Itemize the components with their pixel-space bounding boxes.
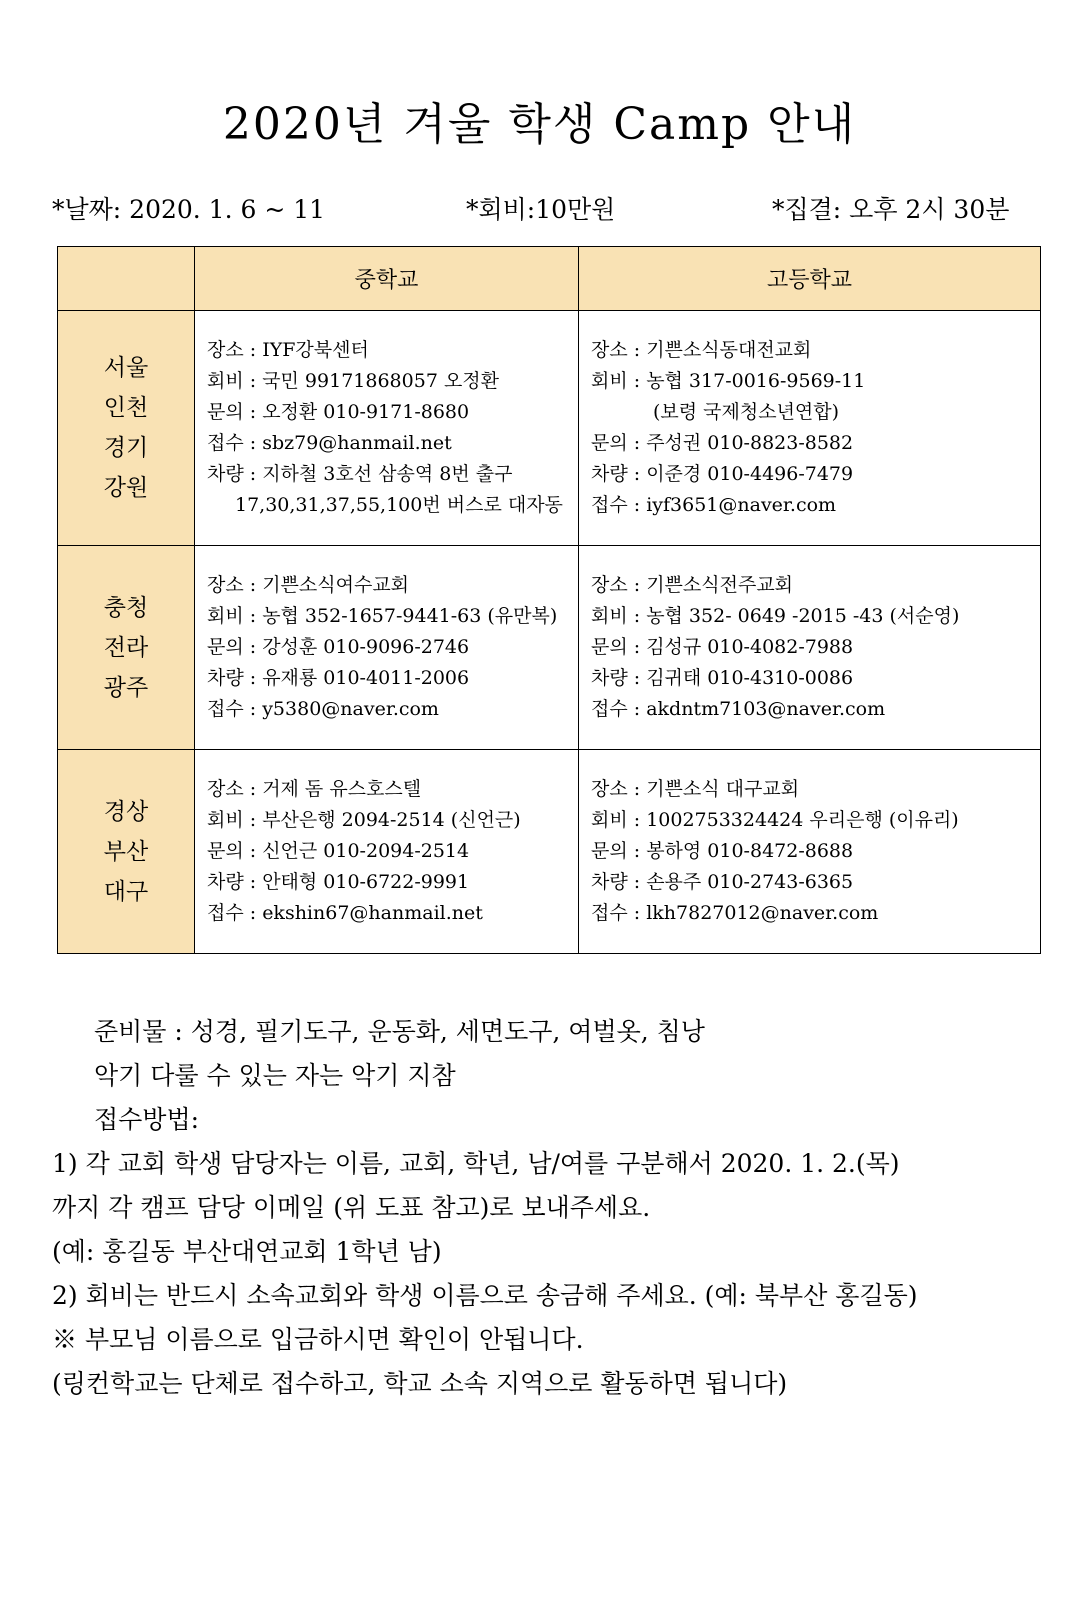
fee-line: 회비 : 농협 352-1657-9441-63 (유만복): [207, 605, 558, 627]
fee-line: 회비 : 농협 317-0016-9569-11: [591, 370, 866, 392]
camp-gather-time: *집결: 오후 2시 30분: [772, 195, 1010, 224]
region-name: 경기: [103, 435, 149, 461]
venue-line: 장소 : 거제 돔 유스호스텔: [207, 778, 422, 800]
email-line: 접수 : iyf3651@naver.com: [591, 494, 837, 516]
venue-line: 장소 : 기쁜소식전주교회: [591, 574, 794, 596]
page-title: 2020년 겨울 학생 Camp 안내: [222, 99, 857, 150]
camp-info-table: [57, 246, 1041, 954]
note-line: 1) 각 교회 학생 담당자는 이름, 교회, 학년, 남/여를 구분해서 2020. 1. 2.(목): [52, 1149, 900, 1178]
region-name: 충청: [103, 594, 149, 621]
note-line: 까지 각 캠프 담당 이메일 (위 도표 참고)로 보내주세요.: [52, 1193, 651, 1222]
venue-line: 장소 : 기쁜소식여수교회: [207, 574, 410, 596]
transport-line-cont: 17,30,31,37,55,100번 버스로 대자동: [235, 494, 563, 516]
region-name: 대구: [103, 878, 149, 905]
header-middle-school: 중학교: [195, 247, 579, 311]
region-name: 인천: [103, 395, 149, 421]
region-name: 부산: [103, 838, 149, 865]
camp-date: *날짜: 2020. 1. 6 ~ 11: [52, 195, 326, 224]
contact-line: 문의 : 신언근 010-2094-2514: [207, 840, 470, 862]
region-cell: [58, 750, 195, 954]
fee-line: 회비 : 1002753324424 우리은행 (이유리): [591, 809, 959, 831]
transport-line: 차량 : 지하철 3호선 삼송역 8번 출구: [207, 463, 513, 485]
note-line: (예: 홍길동 부산대연교회 1학년 남): [52, 1237, 442, 1266]
table-row: [58, 546, 1041, 750]
contact-line: 문의 : 오정환 010-9171-8680: [207, 401, 470, 423]
header-high-school: 고등학교: [579, 247, 1041, 311]
contact-line: 문의 : 봉하영 010-8472-8688: [591, 840, 854, 862]
notes-section: [52, 1010, 1047, 1406]
fee-line-cont: (보령 국제청소년연합): [653, 401, 840, 423]
middle-school-cell: [195, 750, 579, 954]
venue-line: 장소 : 기쁜소식 대구교회: [591, 778, 800, 800]
header-empty: [58, 247, 195, 311]
email-line: 접수 : akdntm7103@naver.com: [591, 698, 886, 720]
table-row: [58, 311, 1041, 546]
region-cell: [58, 311, 195, 546]
high-school-cell: [579, 750, 1041, 954]
high-school-cell: [579, 546, 1041, 750]
email-line: 접수 : lkh7827012@naver.com: [591, 902, 879, 924]
region-name: 서울: [103, 355, 149, 381]
email-line: 접수 : sbz79@hanmail.net: [207, 432, 452, 454]
transport-line: 차량 : 이준경 010-4496-7479: [591, 463, 854, 485]
region-name: 강원: [103, 475, 149, 501]
table-header-row: [58, 247, 1041, 311]
transport-line: 차량 : 손용주 010-2743-6365: [591, 871, 854, 893]
high-school-cell: [579, 311, 1041, 546]
venue-line: 장소 : 기쁜소식동대전교회: [591, 339, 812, 361]
region-name: 전라: [103, 634, 149, 661]
middle-school-cell: [195, 311, 579, 546]
camp-fee: *회비:10만원: [466, 195, 616, 224]
transport-line: 차량 : 안태형 010-6722-9991: [207, 871, 470, 893]
transport-line: 차량 : 김귀태 010-4310-0086: [591, 667, 854, 689]
table-row: [58, 750, 1041, 954]
transport-line: 차량 : 유재룡 010-4011-2006: [207, 667, 470, 689]
note-line: 준비물 : 성경, 필기도구, 운동화, 세면도구, 여벌옷, 침낭: [94, 1017, 705, 1046]
note-line: 2) 회비는 반드시 소속교회와 학생 이름으로 송금해 주세요. (예: 북부산 홍길동): [52, 1281, 918, 1310]
note-line: (링컨학교는 단체로 접수하고, 학교 소속 지역으로 활동하면 됩니다): [52, 1369, 788, 1398]
note-line: ※ 부모님 이름으로 입금하시면 확인이 안됩니다.: [52, 1325, 584, 1354]
region-cell: [58, 546, 195, 750]
region-name: 경상: [103, 798, 149, 825]
fee-line: 회비 : 농협 352- 0649 -2015 -43 (서순영): [591, 605, 960, 627]
email-line: 접수 : ekshin67@hanmail.net: [207, 902, 483, 924]
venue-line: 장소 : IYF강북센터: [207, 339, 369, 361]
contact-line: 문의 : 강성훈 010-9096-2746: [207, 636, 470, 658]
region-name: 광주: [103, 674, 149, 701]
middle-school-cell: [195, 546, 579, 750]
note-line: 악기 다룰 수 있는 자는 악기 지참: [94, 1061, 456, 1090]
contact-line: 문의 : 김성규 010-4082-7988: [591, 636, 854, 658]
fee-line: 회비 : 국민 99171868057 오정환: [207, 370, 500, 392]
note-line: 접수방법:: [94, 1105, 200, 1134]
fee-line: 회비 : 부산은행 2094-2514 (신언근): [207, 809, 521, 831]
email-line: 접수 : y5380@naver.com: [207, 698, 439, 720]
contact-line: 문의 : 주성권 010-8823-8582: [591, 432, 854, 454]
